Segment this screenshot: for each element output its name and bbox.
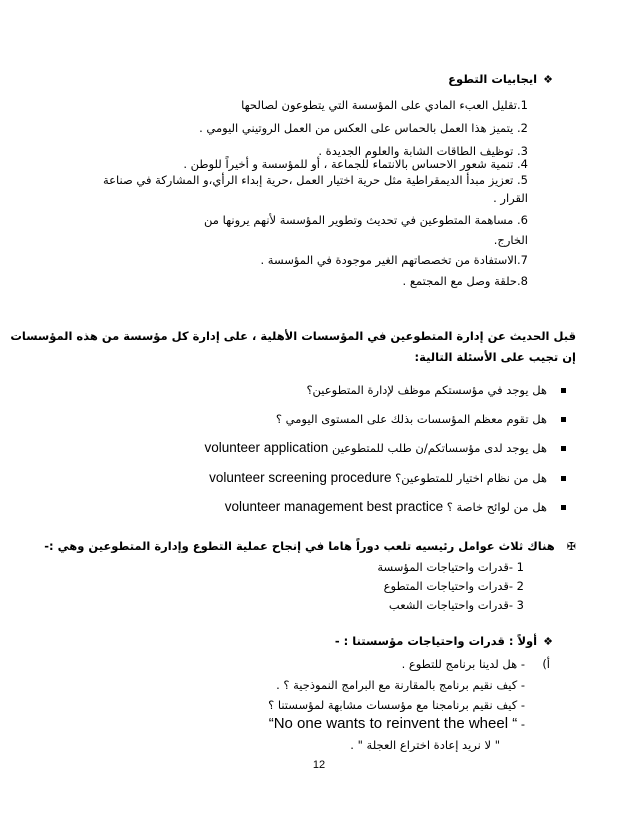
list-item: 6. مساهمة المتطوعين في تحديث وتطوير المؤسسة لأنهم يرونها من [204,213,528,227]
list-item: - هل لدينا برنامج للتطوع . [401,657,525,671]
list-item: 4. تنمية شعور الاحساس بالانتماء للجماعة ، أو للمؤسسة و أخيراً للوطن . [183,157,528,171]
question-item: هل من نظام اختيار للمتطوعين؟ volunteer screening procedure [209,470,566,486]
quote-arabic: " لا نريد إعادة اختراع العجلة " . [350,738,500,752]
question-item: هل تقوم معظم المؤسسات بذلك على المستوى اليومي ؟ [276,411,566,427]
list-item: القرار . [493,191,528,205]
section4-heading: ❖أولاً : قدرات واحتياجات مؤسستنا : - [334,634,553,648]
section1-heading: ❖ايجابيات التطوع [448,72,553,86]
english-term: volunteer screening procedure [209,470,392,485]
square-bullet-icon [561,446,566,451]
square-bullet-icon [561,388,566,393]
list-item: - كيف نقيم برنامجنا مع مؤسسات مشابهة لمؤسستنا ؟ [268,698,525,712]
list-item: 7.الاستفادة من تخصصاتهم الغير موجودة في المؤسسة . [260,253,528,267]
list-item: 1.تقليل العبء المادي على المؤسسة التي يتطوعون لصالحها [241,98,528,112]
sub-label: أ) [542,657,550,671]
list-item: 2. يتميز هذا العمل بالحماس على العكس من العمل الروتيني اليومي . [199,121,528,135]
square-bullet-icon [561,476,566,481]
list-item: 2 -قدرات واحتياجات المتطوع [383,579,524,593]
section2-intro-line1: قبل الحديث عن إدارة المتطوعين في المؤسسات الأهلية ، على إدارة كل مؤسسة من هذه المؤسسات [10,329,576,343]
diamond-bullet-icon: ❖ [543,635,553,648]
list-item: 3. توظيف الطاقات الشابة والعلوم الجديدة . [318,144,528,158]
list-item: 5. تعزيز مبدأ الديمقراطية مثل حرية اختيار العمل ،حرية إبداء الرأي،و المشاركة في صناعة [102,173,528,187]
star-bullet-icon: ✠ [566,540,576,553]
section2-intro-line2: إن تجيب على الأسئلة التالية: [414,350,576,364]
list-item: 3 -قدرات واحتياجات الشعب [388,598,524,612]
page-number: 12 [312,759,326,771]
quote-english: - “No one wants to reinvent the wheel “ [268,715,525,732]
question-item: هل من لوائح خاصة ؟ volunteer management best practice [225,499,566,515]
question-item: هل يوجد لدى مؤسساتكم/ن طلب للمتطوعين volunteer application [204,440,566,456]
english-term: volunteer application [204,440,329,455]
list-item: 8.حلقة وصل مع المجتمع . [402,274,528,288]
question-item: هل يوجد في مؤسستكم موظف لإدارة المتطوعين؟ [306,382,566,398]
section3-heading: ✠هناك ثلاث عوامل رئيسيه تلعب دوراً هاما في إنجاح عملية التطوع وإدارة المتطوعين وهي :- [44,539,576,553]
list-item: - كيف نقيم برنامج بالمقارنة مع البرامج النموذجية ؟ . [276,678,525,692]
list-item: الخارج. [493,233,528,247]
list-item: 1 -قدرات واحتياجات المؤسسة [377,560,524,574]
square-bullet-icon [561,417,566,422]
diamond-bullet-icon: ❖ [543,73,553,86]
square-bullet-icon [561,505,566,510]
english-term: volunteer management best practice [224,499,444,514]
